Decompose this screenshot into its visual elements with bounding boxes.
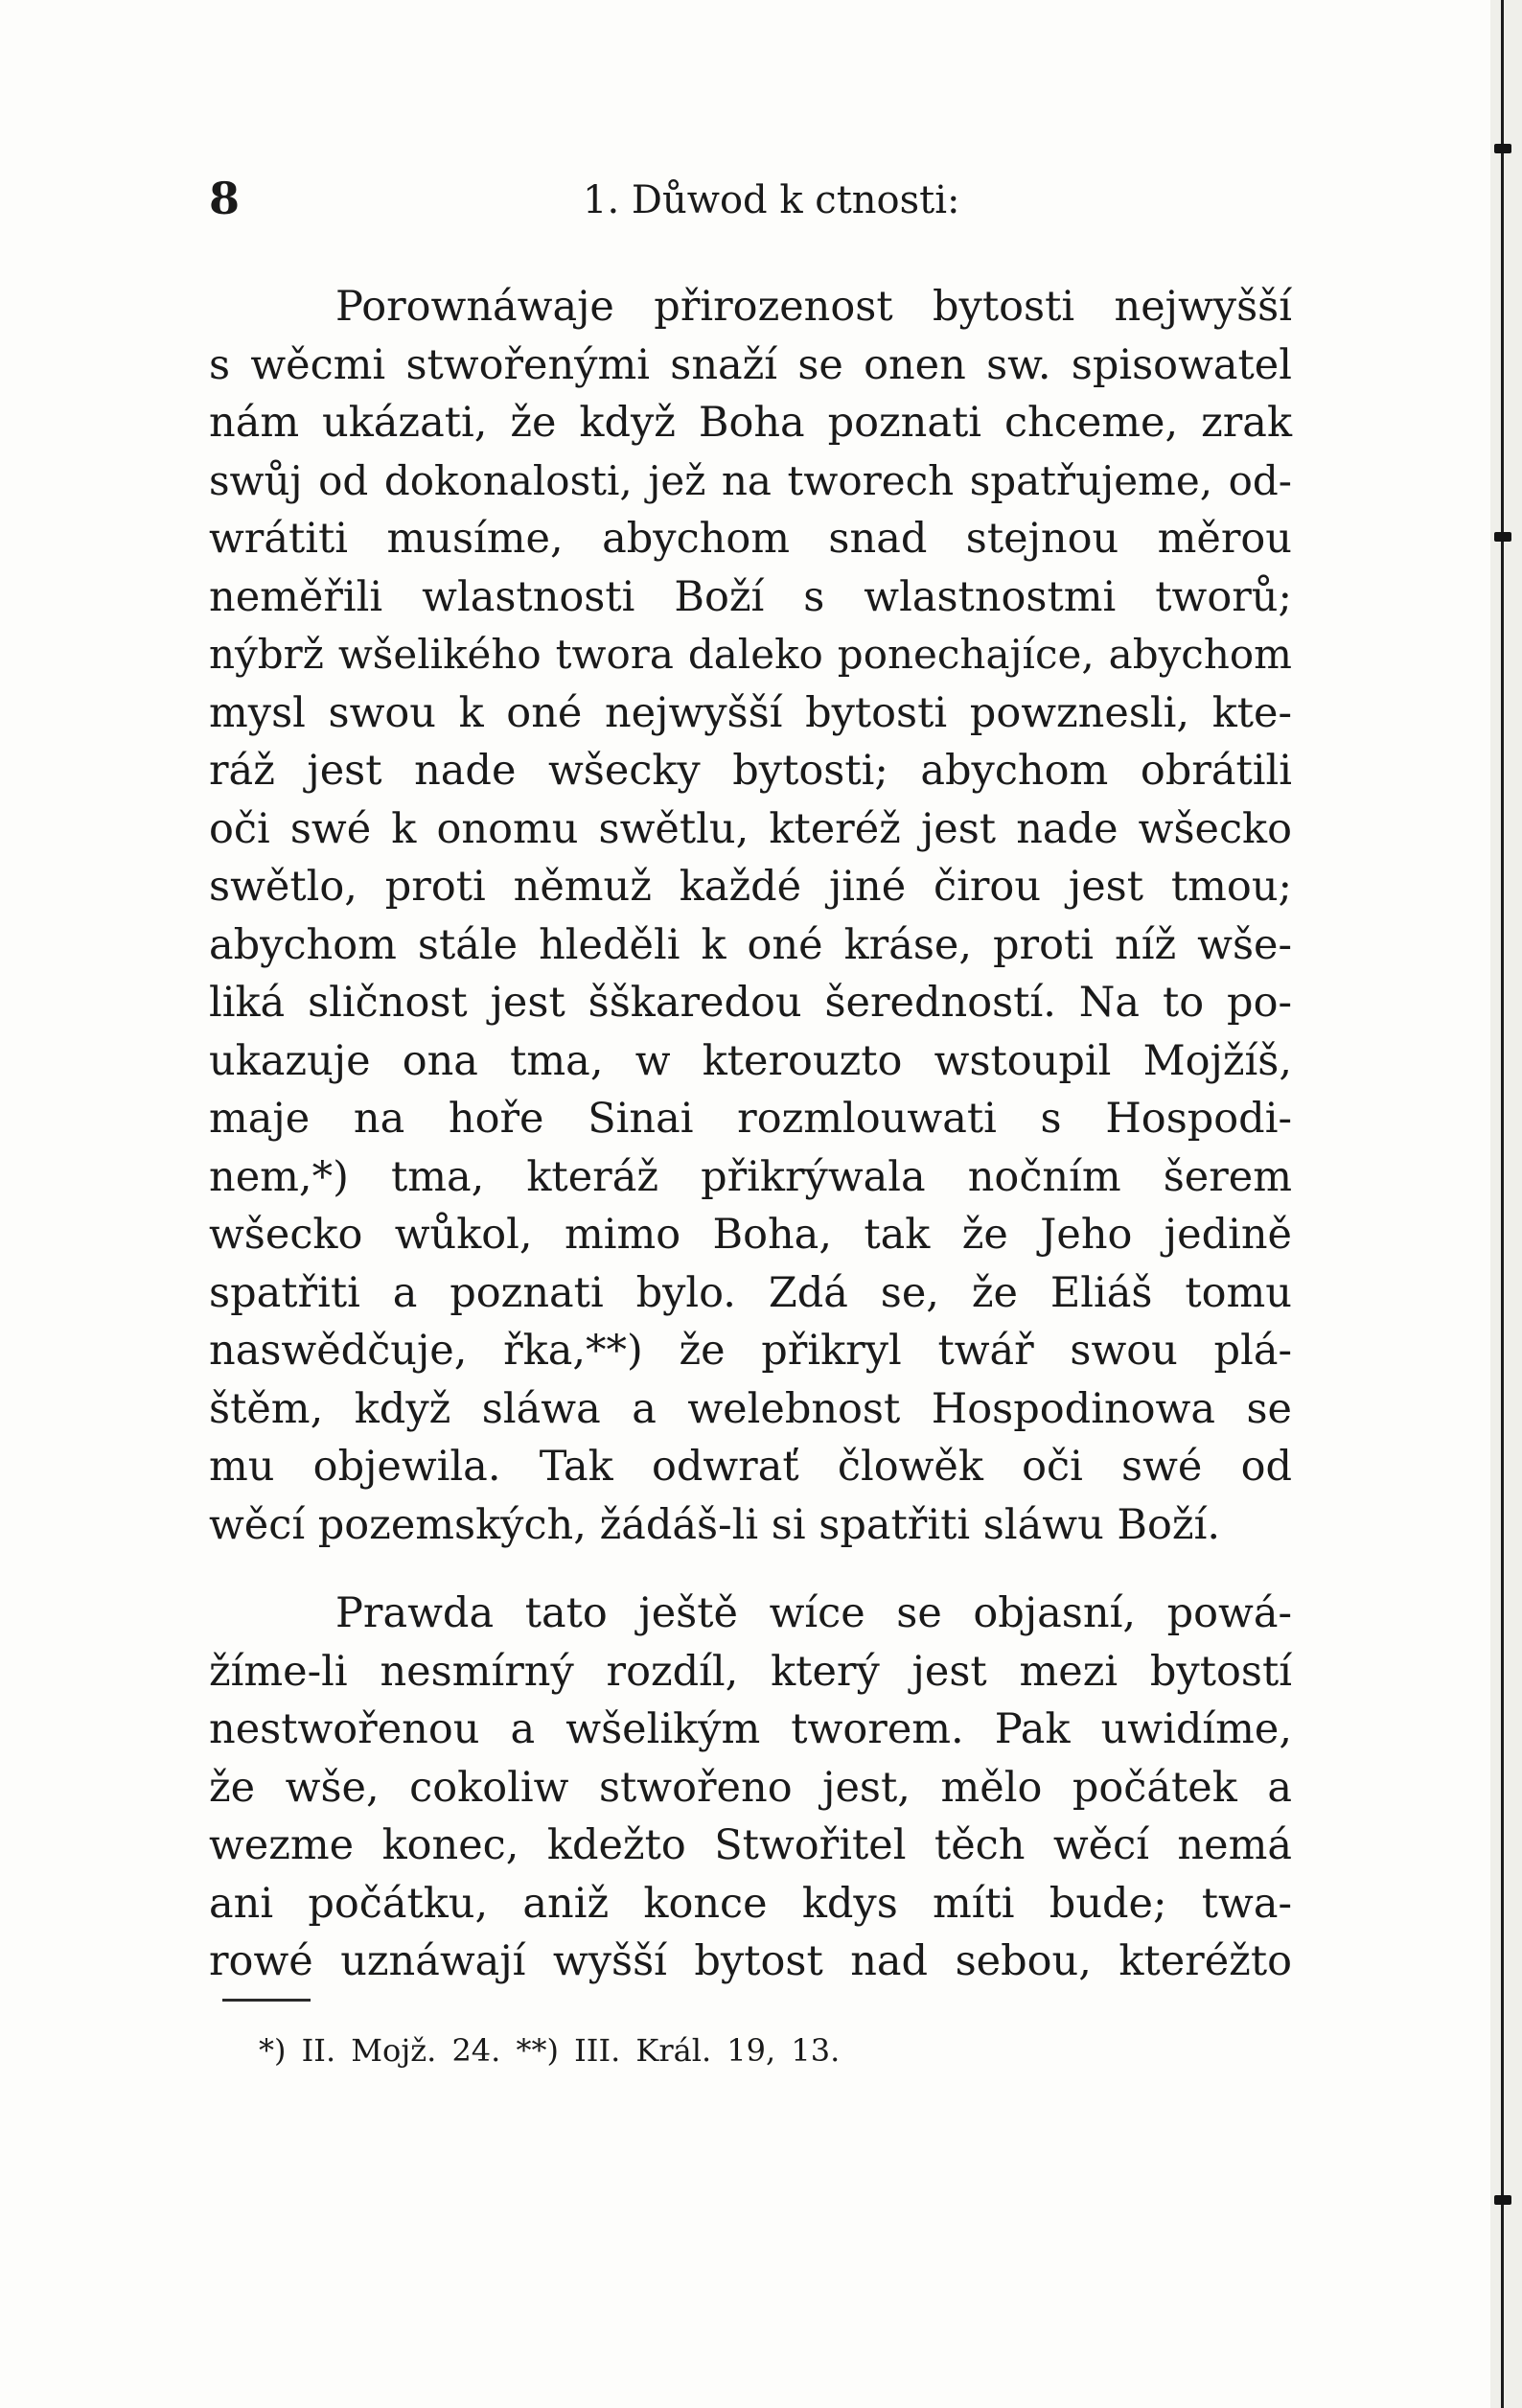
running-head: 1. Důwod k ctnosti: [583,178,960,222]
text-line: swětlo, proti němuž každé jiné čirou jest tmou; [209,863,1292,911]
page-header [209,173,1292,240]
text-line: wšecko wůkol, mimo Boha, tak že Jeho jedině [209,1211,1292,1259]
text-line: Porownáwaje přirozenost bytosti nejwyšší [335,283,1292,331]
text-line: oči swé k onomu swětlu, kteréž jest nade wšecko [209,804,1292,853]
text-line: žíme-li nesmírný rozdíl, který jest mezi bytostí [209,1647,1292,1696]
page-number: 8 [209,173,241,224]
text-line: spatřiti a poznati bylo. Zdá se, že Eliáš tomu [209,1268,1292,1317]
binding-line [1501,0,1504,2408]
text-line: nestwořenou a wšelikým tworem. Pak uwidíme, [209,1705,1292,1753]
text-line: nem,*) tma, kteráž přikrýwala nočním šerem [209,1152,1292,1201]
body-text [209,278,1292,1991]
footnote-divider [222,1999,311,2002]
text-line: ukazuje ona tma, w kterouzto wstoupil Mojžíš, [209,1036,1292,1085]
edge-mark [1494,144,1511,153]
text-line: swůj od dokonalosti, jež na tworech spatřujeme, od- [209,456,1292,504]
page-edge [1490,0,1522,2408]
text-line: štěm, když sláwa a welebnost Hospodinowa se [209,1384,1292,1433]
text-line: naswědčuje, řka,**) že přikryl twář swou plá- [209,1327,1292,1375]
text-line: ráž jest nade wšecky bytosti; abychom obrátili [209,747,1292,795]
text-line: že wše, cokoliw stwořeno jest, mělo počátek a [209,1763,1292,1812]
text-line: abychom stále hleděli k oné kráse, proti níž wše- [209,920,1292,969]
text-line: wrátiti musíme, abychom snad stejnou měrou [209,515,1292,563]
text-line: nýbrž wšelikého twora daleko ponechajíce, abychom [209,631,1292,678]
text-line: Prawda tato ještě wíce se objasní, powá- [335,1589,1292,1637]
edge-mark [1494,532,1511,542]
text-line: nám ukázati, že když Boha poznati chceme, zrak [209,399,1292,447]
text-line: mysl swou k oné nejwyšší bytosti powznesli, kte- [209,688,1292,737]
footnotes: *) II. Mojž. 24. **) III. Král. 19, 13. [259,2032,841,2069]
edge-mark [1494,2195,1511,2205]
text-line: s wěcmi stwořenými snaží se onen sw. spisowatel [209,340,1292,389]
text-line: liká sličnost jest šškaredou šeredností. Na to po- [209,979,1292,1027]
text-line: ani počátku, aniž konce kdys míti bude; twa- [209,1879,1292,1928]
text-line: rowé uznáwají wyšší bytost nad sebou, kteréžto [209,1937,1292,1985]
text-line: neměřili wlastnosti Boží s wlastnostmi tworů; [209,572,1292,621]
text-line: wezme konec, kdežto Stwořitel těch wěcí nemá [209,1821,1292,1869]
text-line: mu objewila. Tak odwrať člowěk oči swé od [209,1443,1292,1491]
paragraph [209,1585,1292,1991]
text-line: wěcí pozemských, žádáš-li si spatřiti sláwu Boží. [209,1500,1220,1549]
paragraph [209,278,1292,1554]
text-line: maje na hoře Sinai rozmlouwati s Hospodi- [209,1095,1292,1143]
